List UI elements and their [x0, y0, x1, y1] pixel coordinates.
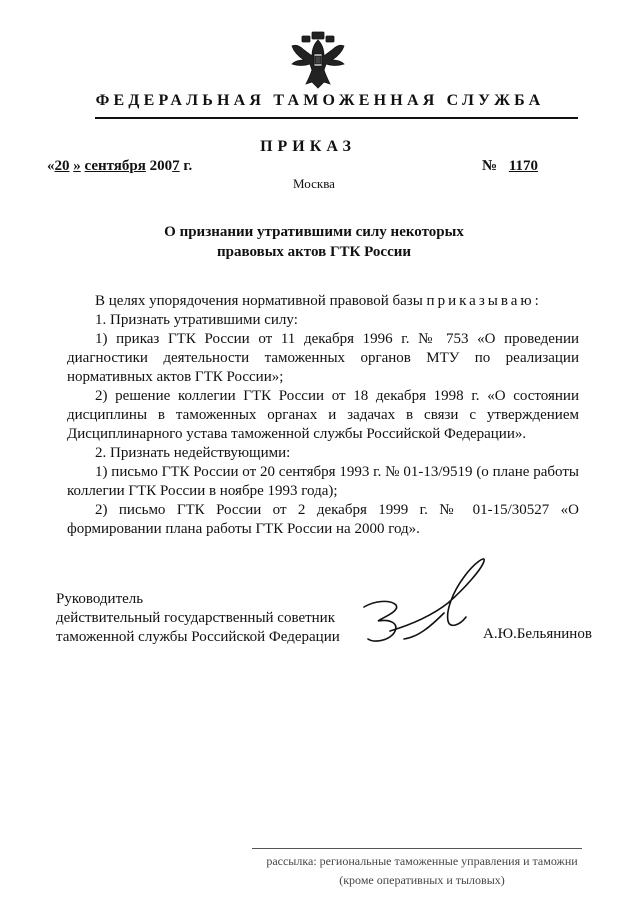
header-divider — [95, 117, 578, 119]
distribution-divider — [252, 848, 582, 849]
date-year-suffix: г. — [183, 158, 193, 174]
date-month: сентября — [84, 158, 146, 174]
item-2-2: 2) письмо ГТК России от 2 декабря 1999 г. № 01-15/30527 «О формировании плана работы ГТК России на 2000 год». — [67, 502, 579, 537]
item-1-2: 2) решение коллегии ГТК России от 18 декабря 1998 г. «О состоянии дисциплины в таможенных органах и задачах в связи с утверждением Дисциплинарного устава таможенной службы Российской Федерации». — [67, 388, 579, 442]
distribution-line-2: (кроме оперативных и тыловых) — [339, 873, 505, 887]
handwritten-signature — [360, 555, 490, 660]
signatory-line-2: действительный государственный советник — [56, 610, 336, 626]
signatory-name: А.Ю.Бельянинов — [483, 626, 592, 642]
city: Москва — [293, 176, 335, 191]
item-2: 2. Признать недействующими: — [95, 445, 291, 461]
coat-of-arms-emblem-icon — [290, 30, 346, 90]
signatory-line-1: Руководитель — [56, 591, 144, 607]
order-date — [47, 158, 192, 175]
number-value: 1170 — [508, 158, 539, 174]
intro-paragraph — [67, 292, 579, 311]
date-day: 20 — [54, 158, 70, 174]
order-heading — [0, 222, 628, 262]
heading-line-1: О признании утратившими силу некоторых — [164, 224, 464, 240]
number-label: № — [482, 158, 498, 174]
agency-name: ФЕДЕРАЛЬНАЯ ТАМОЖЕННАЯ СЛУЖБА — [95, 92, 545, 109]
date-year-digit: 7 — [172, 158, 180, 174]
item-1-1: 1) приказ ГТК России от 11 декабря 1996 г. № 753 «О проведении диагностики деятельности таможенных органов МТУ по реализации нормативных актов ГТК России»; — [67, 331, 579, 385]
distribution-line-1: рассылка: региональные таможенные управления и таможни — [266, 854, 578, 868]
date-year-prefix: 200 — [149, 158, 173, 174]
intro-command: приказываю: — [426, 293, 542, 309]
item-1: 1. Признать утратившими силу: — [95, 312, 298, 328]
intro-text: В целях упорядочения нормативной правовой базы — [95, 293, 423, 309]
document-type: ПРИКАЗ — [260, 138, 356, 155]
signatory-line-3: таможенной службы Российской Федерации — [56, 629, 340, 645]
signatory-title — [56, 590, 340, 647]
distribution-list — [252, 852, 592, 890]
date-open-quote: « — [47, 158, 55, 174]
heading-line-2: правовых актов ГТК России — [216, 244, 412, 260]
order-body — [67, 292, 579, 539]
item-2-1: 1) письмо ГТК России от 20 сентября 1993 г. № 01-13/9519 (о плане работы коллегии ГТК России в ноябре 1993 года); — [67, 464, 579, 499]
date-close-quote: » — [73, 158, 81, 174]
order-number — [482, 158, 546, 175]
